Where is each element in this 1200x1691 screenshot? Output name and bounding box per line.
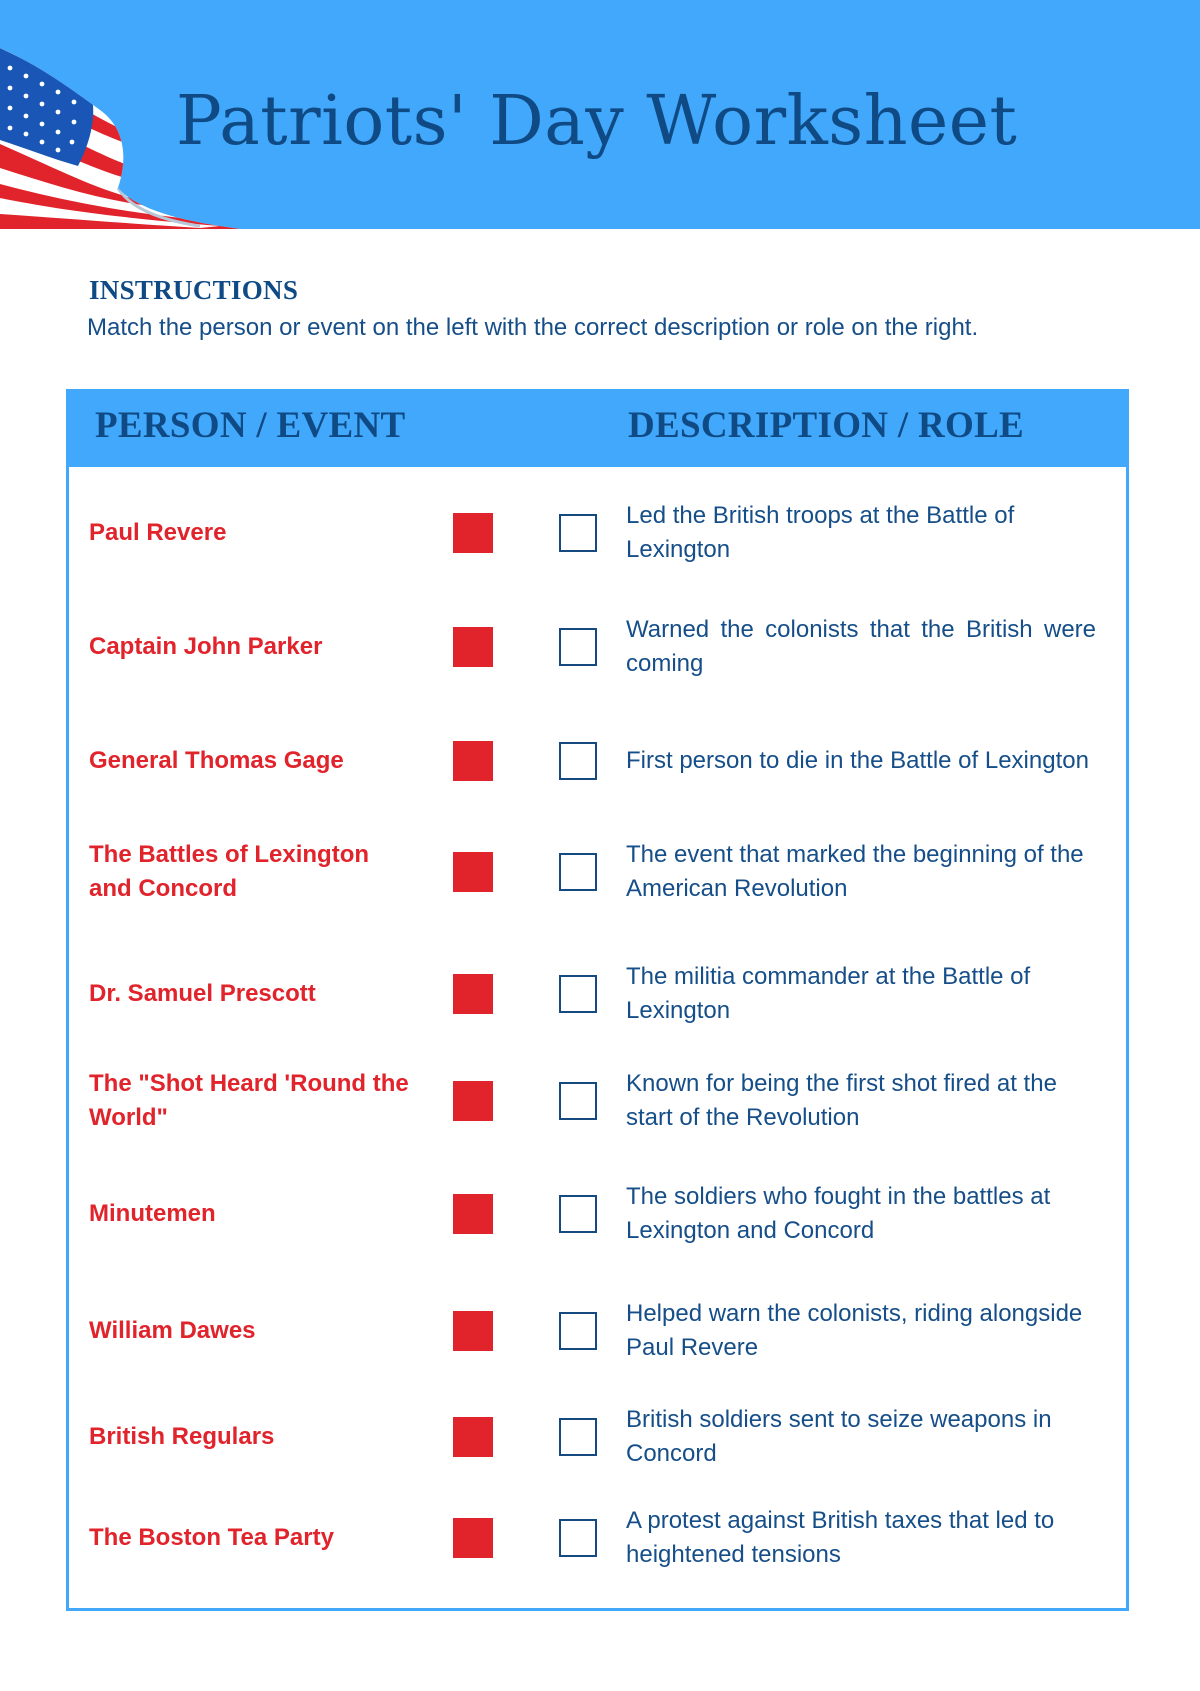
- table-row: [69, 822, 1126, 922]
- match-checkbox[interactable]: [559, 1082, 597, 1120]
- match-checkbox[interactable]: [559, 1195, 597, 1233]
- match-checkbox[interactable]: [559, 514, 597, 552]
- description-text: The event that marked the beginning of the American Revolution: [626, 841, 1084, 902]
- person-label: The Boston Tea Party: [89, 1524, 334, 1551]
- match-checkbox[interactable]: [559, 628, 597, 666]
- person-label: Dr. Samuel Prescott: [89, 980, 316, 1007]
- description-text: British soldiers sent to seize weapons in Concord: [626, 1406, 1052, 1467]
- description-text: Helped warn the colonists, riding alongside Paul Revere: [626, 1300, 1083, 1361]
- person-label: Captain John Parker: [89, 633, 323, 660]
- matching-table: [66, 389, 1129, 1611]
- table-row: [69, 483, 1126, 583]
- person-label: William Dawes: [89, 1317, 256, 1344]
- description-text: The soldiers who fought in the battles at Lexington and Concord: [626, 1183, 1051, 1244]
- match-marker: [453, 1417, 493, 1457]
- table-row: [69, 711, 1126, 811]
- match-checkbox[interactable]: [559, 975, 597, 1013]
- person-label: Minutemen: [89, 1200, 216, 1227]
- table-row: [69, 1051, 1126, 1151]
- match-marker: [453, 852, 493, 892]
- description-text: The militia commander at the Battle of Lexington: [626, 963, 1031, 1024]
- instructions-text: Match the person or event on the left with the correct description or role on the right.: [87, 314, 979, 341]
- match-marker: [453, 627, 493, 667]
- description-text: First person to die in the Battle of Lexington: [626, 747, 1089, 774]
- match-marker: [453, 1194, 493, 1234]
- match-checkbox[interactable]: [559, 742, 597, 780]
- table-row: [69, 597, 1126, 697]
- match-marker: [453, 974, 493, 1014]
- person-label: Paul Revere: [89, 519, 227, 546]
- match-checkbox[interactable]: [559, 1418, 597, 1456]
- match-checkbox[interactable]: [559, 853, 597, 891]
- description-text: Known for being the first shot fired at the start of the Revolution: [626, 1070, 1057, 1131]
- instructions-heading: INSTRUCTIONS: [89, 275, 299, 305]
- match-marker: [453, 1311, 493, 1351]
- person-label: The "Shot Heard 'Round the World": [89, 1070, 409, 1131]
- table-header: [69, 392, 1126, 467]
- person-label: British Regulars: [89, 1423, 275, 1450]
- page-title: Patriots' Day Worksheet: [176, 82, 1018, 161]
- description-text: Led the British troops at the Battle of Lexington: [626, 502, 1015, 563]
- description-text: Warned the colonists that the British were coming: [626, 616, 1096, 677]
- match-marker: [453, 741, 493, 781]
- person-label: The Battles of Lexington and Concord: [89, 841, 370, 902]
- column-header-person: PERSON / EVENT: [95, 405, 406, 446]
- table-row: [69, 1164, 1126, 1264]
- header-banner: [0, 0, 1200, 229]
- table-row: [69, 944, 1126, 1044]
- match-checkbox[interactable]: [559, 1519, 597, 1557]
- match-marker: [453, 1081, 493, 1121]
- match-marker: [453, 513, 493, 553]
- column-header-description: DESCRIPTION / ROLE: [628, 405, 1025, 446]
- match-marker: [453, 1518, 493, 1558]
- match-checkbox[interactable]: [559, 1312, 597, 1350]
- person-label: General Thomas Gage: [89, 747, 344, 774]
- table-row: [69, 1387, 1126, 1487]
- table-row: [69, 1488, 1126, 1588]
- description-text: A protest against British taxes that led to heightened tensions: [626, 1507, 1055, 1568]
- table-row: [69, 1281, 1126, 1381]
